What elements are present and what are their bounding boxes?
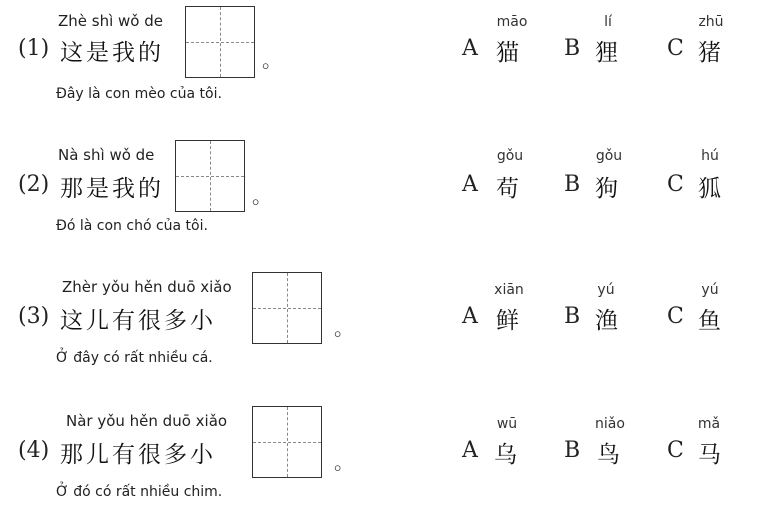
answer-box[interactable] — [252, 406, 322, 478]
box-guide-horizontal — [253, 442, 321, 443]
option-char[interactable]: 鸟 — [597, 442, 620, 468]
option-pinyin: gǒu — [595, 148, 623, 164]
answer-box[interactable] — [185, 6, 255, 78]
option-letter[interactable]: C — [667, 172, 684, 197]
option-letter[interactable]: A — [462, 36, 478, 61]
question-pinyin: Nà shì wǒ de — [58, 146, 155, 164]
option-letter[interactable]: C — [667, 438, 684, 463]
option-pinyin: yú — [701, 282, 719, 298]
option-letter[interactable]: B — [564, 304, 581, 329]
question-pinyin: Nàr yǒu hěn duō xiǎo — [66, 412, 228, 430]
answer-box[interactable] — [175, 140, 245, 212]
option-letter[interactable]: A — [462, 304, 478, 329]
option-letter[interactable]: B — [564, 438, 581, 463]
option-pinyin: yú — [597, 282, 615, 298]
answer-box[interactable] — [252, 272, 322, 344]
option-char[interactable]: 狐 — [698, 176, 721, 202]
option-letter[interactable]: C — [667, 304, 684, 329]
option-char[interactable]: 狗 — [595, 176, 618, 202]
option-char[interactable]: 猪 — [698, 40, 721, 66]
option-pinyin: wū — [496, 416, 518, 432]
option-char[interactable]: 狸 — [595, 40, 618, 66]
option-pinyin: māo — [496, 14, 528, 30]
option-pinyin: zhū — [698, 14, 724, 30]
question-3 — [0, 270, 764, 398]
sentence-period: 。 — [262, 48, 282, 72]
question-pinyin: Zhèr yǒu hěn duō xiǎo — [62, 278, 232, 296]
question-2 — [0, 134, 764, 262]
question-4 — [0, 404, 764, 532]
option-char[interactable]: 渔 — [595, 308, 618, 334]
question-translation: Đó là con chó của tôi. — [56, 218, 208, 234]
question-translation: Ở đó có rất nhiều chim. — [56, 484, 223, 500]
option-letter[interactable]: C — [667, 36, 684, 61]
option-pinyin: hú — [701, 148, 719, 164]
option-char[interactable]: 鲜 — [496, 308, 519, 334]
option-letter[interactable]: A — [462, 172, 478, 197]
question-number: (4) — [18, 438, 50, 463]
sentence-period: 。 — [252, 184, 272, 208]
box-guide-horizontal — [176, 176, 244, 177]
question-number: (1) — [18, 36, 50, 61]
option-char[interactable]: 乌 — [494, 442, 517, 468]
option-pinyin: mǎ — [697, 416, 721, 432]
question-hanzi: 那是我的 — [60, 176, 164, 202]
question-hanzi: 那儿有很多小 — [60, 442, 216, 468]
question-translation: Ở đây có rất nhiều cá. — [56, 350, 213, 366]
option-char[interactable]: 苟 — [496, 176, 519, 202]
question-hanzi: 这儿有很多小 — [60, 308, 216, 334]
question-number: (3) — [18, 304, 50, 329]
question-pinyin: Zhè shì wǒ de — [58, 12, 163, 30]
question-1 — [0, 0, 764, 128]
box-guide-horizontal — [253, 308, 321, 309]
option-letter[interactable]: B — [564, 36, 581, 61]
question-translation: Đây là con mèo của tôi. — [56, 86, 222, 102]
sentence-period: 。 — [334, 316, 354, 340]
option-char[interactable]: 马 — [698, 442, 721, 468]
question-hanzi: 这是我的 — [60, 40, 164, 66]
question-number: (2) — [18, 172, 50, 197]
option-letter[interactable]: B — [564, 172, 581, 197]
option-pinyin: lí — [604, 14, 612, 30]
option-pinyin: xiān — [494, 282, 524, 298]
option-letter[interactable]: A — [462, 438, 478, 463]
option-pinyin: niǎo — [595, 416, 625, 432]
option-pinyin: gǒu — [496, 148, 524, 164]
option-char[interactable]: 鱼 — [698, 308, 721, 334]
box-guide-horizontal — [186, 42, 254, 43]
option-char[interactable]: 猫 — [496, 40, 519, 66]
sentence-period: 。 — [334, 450, 354, 474]
